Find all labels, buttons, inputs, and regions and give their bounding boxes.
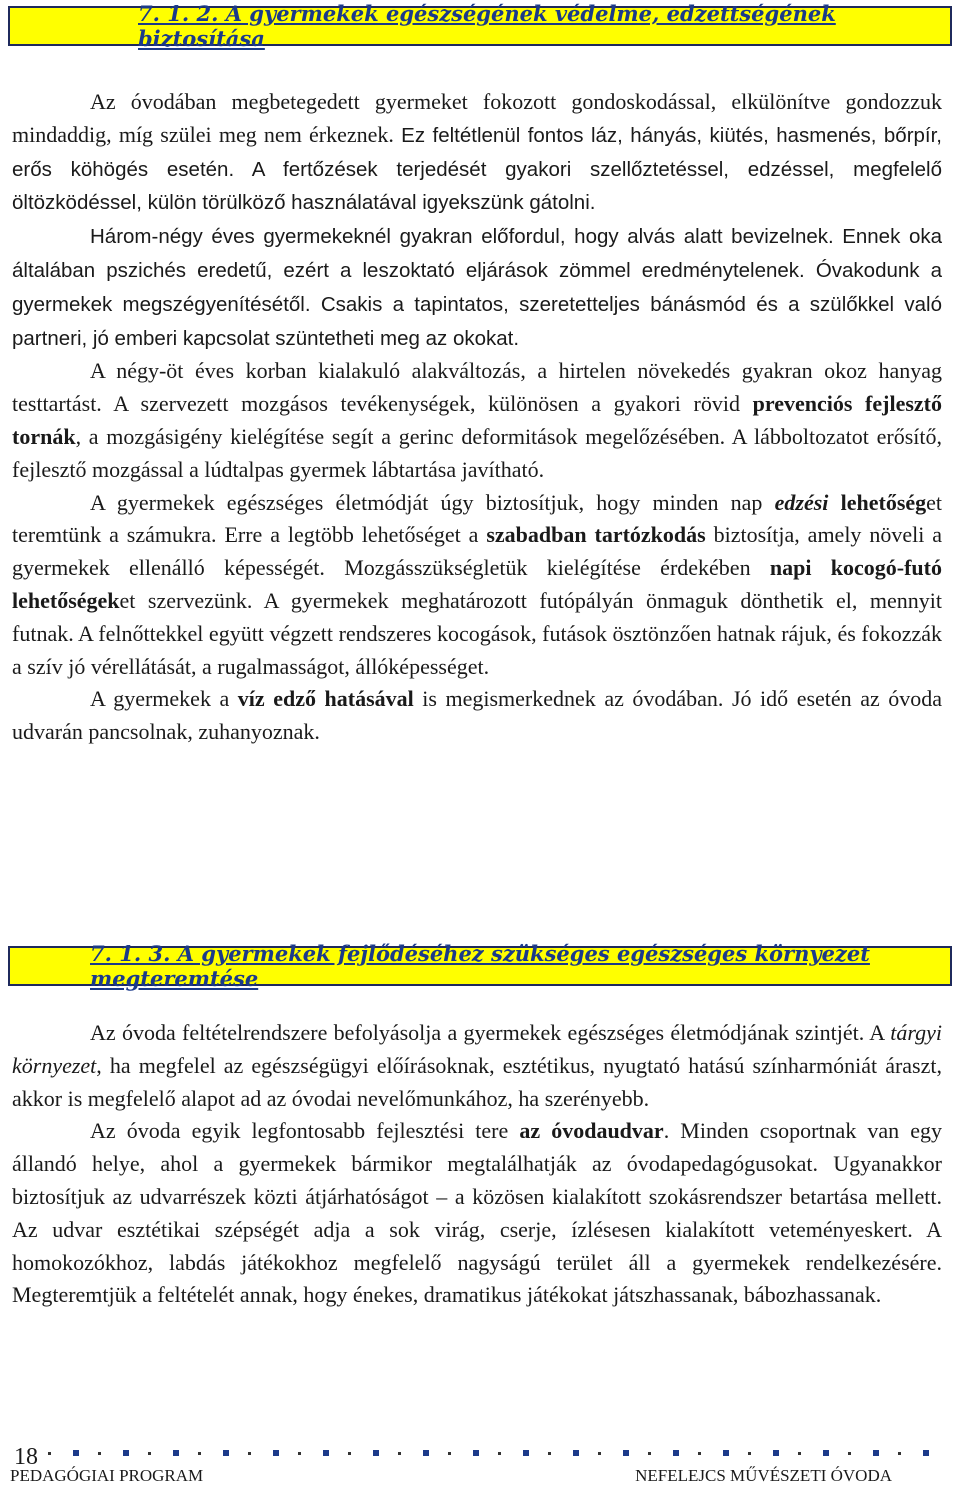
text-run: A négy-öt éves korban kialakuló alakváltozás, a hirtelen növekedés gyakran okoz hanyag testtartást. A szervezett mozgásos tevékenységek, különösen a gyakori rövid: [12, 358, 942, 417]
text-run: is megismerkednek az óvodában. Jó idő esetén az óvoda udvarán pancsolnak, zuhanyoznak.: [12, 686, 943, 745]
text-run-italic: tárgyi környezet: [12, 1020, 942, 1078]
section-body-7-1-2: [12, 86, 942, 749]
footer-dot: [73, 1450, 79, 1456]
section-heading-7-1-2: [8, 1, 952, 51]
text-run: A gyermekek egészséges életmódját úgy biztosítjuk, hogy minden nap: [90, 489, 763, 515]
footer-dot: [198, 1452, 201, 1455]
footer-dot: [923, 1450, 929, 1456]
footer-dot: [723, 1450, 729, 1456]
section-heading-text: 7. 1. 3. A gyermekek fejlődéséhez szükséges egészséges környezet megteremtése: [90, 941, 870, 991]
footer-dot: [173, 1450, 179, 1456]
footer-dot: [523, 1450, 529, 1456]
footer-dot: [423, 1450, 429, 1456]
footer-dot: [773, 1450, 779, 1456]
section-heading-7-1-3: [8, 941, 952, 991]
footer-dot: [98, 1452, 101, 1455]
footer-dot: [223, 1450, 229, 1456]
text-run-bold-italic: edzési: [774, 489, 829, 515]
text-run: et szervezünk. A gyermekek meghatározott futópályán önmaguk dönthetik el, mennyit futnak. A felnőttekkel együtt végzett rendszeres kocogások, futások ösztönzően hatnak rájuk, és fokozzák a szív jó vérellátását, a rugalmasságot, állóképességet.: [12, 587, 942, 679]
footer-dot: [623, 1450, 629, 1456]
text-run: Az óvoda egyik legfontosabb fejlesztési tere: [90, 1118, 509, 1144]
footer-dot: [473, 1450, 479, 1456]
footer-dot: [748, 1452, 751, 1455]
footer-dot: [873, 1450, 879, 1456]
footer-dot: [898, 1452, 901, 1455]
footer-program-name: PEDAGÓGIAI PROGRAM: [10, 1466, 204, 1485]
text-run-bold: víz edző hatásával: [237, 686, 414, 712]
text-run-bold: lehetőség: [840, 489, 927, 515]
text-run: biztosítja, amely növeli a gyermekek ellenálló képességét. Mozgásszükségletük kielégítése érdekében: [12, 522, 942, 581]
footer-dot: [273, 1450, 279, 1456]
footer-dot-rule: [48, 1450, 948, 1462]
paragraph-bedwetting: [12, 220, 942, 355]
text-run: . Minden csoportnak van egy állandó helye, ahol a gyermekek bármikor megtalálhatják az óvodapedagógusokat. Ugyanakkor biztosítjuk az udvarrészek közti átjárhatóságot – a közösen kialakított szokásrendszer betartása mellett. Az udvar esztétikai szépségét adja a sok virág, cserje, ízlésesen kialakított veteményeskert. A homokozókhoz, labdás játékokhoz megfelelő nagyságú terület áll a gyermekek rendelkezésére. Megteremtjük a feltételét annak, hogy énekes, dramatikus játékokat játszhassanak, bábozhassanak.: [12, 1118, 943, 1308]
text-run-bold: napi kocogó-futó lehetőségek: [12, 555, 942, 613]
paragraph-water: [12, 683, 942, 749]
page-number: 18: [14, 1444, 38, 1470]
text-run: et teremtünk a számukra. Erre a legtöbb lehetőséget a: [12, 489, 943, 548]
footer-dot: [648, 1452, 651, 1455]
text-run-sans: Ez feltétlenül fontos láz, hányás, kiütés, hasmenés, bőrpír, erős köhögés esetén. A fertőzések terjedését gyakori szellőztetéssel, edzéssel, megfelelő öltözködéssel, külön törülköző használatával igyekszünk gátolni.: [12, 123, 943, 215]
footer-dot: [448, 1452, 451, 1455]
paragraph-yard: [12, 1115, 942, 1312]
footer-dot: [373, 1450, 379, 1456]
footer-dot: [298, 1452, 301, 1455]
footer-dot: [598, 1452, 601, 1455]
footer-dot: [323, 1450, 329, 1456]
footer-school-name: NEFELEJCS MŰVÉSZETI ÓVODA: [635, 1466, 892, 1485]
text-run-bold: az óvodaudvar: [519, 1118, 664, 1144]
footer-dot: [398, 1452, 401, 1455]
footer-dot: [823, 1450, 829, 1456]
paragraph-environment: [12, 1017, 942, 1115]
text-run: , ha megfelel az egészségügyi előírásoknak, esztétikus, nyugtató hatású színharmóniát áraszt, akkor is megfelelő alapot ad az óvodai nevelőmunkához, ha szerényebb.: [12, 1052, 942, 1111]
footer-dot: [698, 1452, 701, 1455]
footer-dot: [798, 1452, 801, 1455]
text-run-bold: szabadban tartózkodás: [486, 522, 706, 548]
footer-dot: [123, 1450, 129, 1456]
footer-dot: [348, 1452, 351, 1455]
paragraph-posture: [12, 355, 942, 486]
section-heading-text: 7. 1. 2. A gyermekek egészségének védelme, edzettségének biztosítása: [138, 1, 836, 51]
text-run-sans: Három-négy éves gyermekeknél gyakran előfordul, hogy alvás alatt bevizelnek.: [90, 225, 834, 249]
text-run: A gyermekek a: [90, 686, 230, 712]
text-run: Az óvodában megbetegedett gyermeket fokozott gondoskodással, elkülönítve gondozzuk mindaddig, míg szülei meg nem érkeznek.: [12, 89, 942, 147]
section-body-7-1-3: [12, 1017, 942, 1312]
footer-dot: [498, 1452, 501, 1455]
footer-dot: [548, 1452, 551, 1455]
footer-dot: [248, 1452, 251, 1455]
text-run-bold: prevenciós fejlesztő tornák: [12, 391, 943, 449]
text-run-sans: Ennek oka általában pszichés eredetű, ezért a leszoktató eljárások zömmel eredménytelenek. Óvakodunk a gyermekek megszégyenítésétől. Csakis a tapintatos, szeretetteljes bánásmód és a szülőkkel való partneri, jó emberi kapcsolat szüntetheti meg az okokat.: [12, 225, 943, 350]
text-run: , a mozgásigény kielégítése segít a gerinc deformitások megelőzésében. A lábboltozatot erősítő, fejlesztő mozgással a lúdtalpas gyermek lábtartása javítható.: [12, 423, 942, 482]
footer-dot: [673, 1450, 679, 1456]
footer-dot: [148, 1452, 151, 1455]
paragraph-illness: [12, 86, 942, 220]
paragraph-healthy-lifestyle: [12, 487, 942, 684]
text-run: Az óvoda feltételrendszere befolyásolja a gyermekek egészséges életmódjának szintjét. A: [90, 1020, 884, 1045]
footer-dot: [48, 1452, 51, 1455]
footer-dot: [848, 1452, 851, 1455]
footer-dot: [573, 1450, 579, 1456]
